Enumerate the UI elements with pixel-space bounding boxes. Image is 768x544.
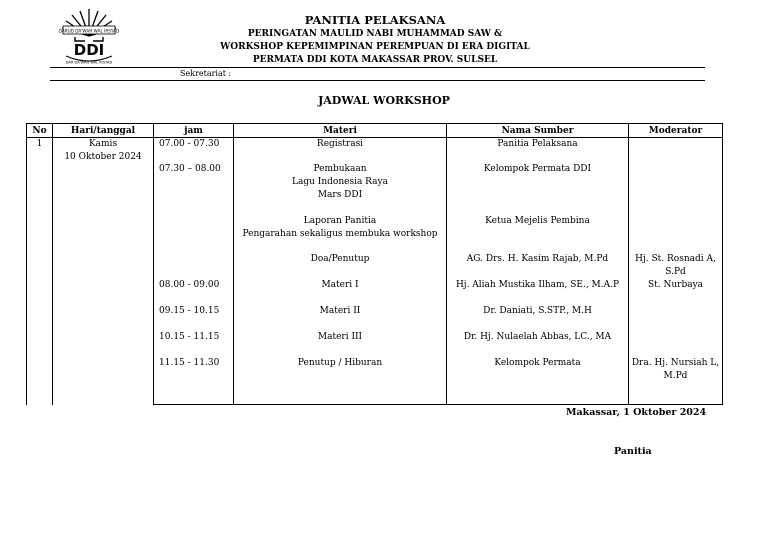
logo-bottom-text: DAR DA'WAH WAL IRSYAD [65,60,113,65]
material-line: Laporan Panitia [303,215,377,226]
header-moderator: Moderator [629,124,723,138]
time-cell: 07.00 - 07.30 [154,138,234,163]
header-line-1: PERINGATAN MAULID NABI MUHAMMAD SAW & [247,29,503,39]
speaker-cell: Dr. Hj. Nulaelah Abbas, LC., MA [447,331,629,357]
ddi-logo [58,6,120,66]
header-material: Materi [234,124,447,138]
row-number: 1 [27,138,53,405]
moderator-cell: Hj. St. Rosnadi A, S.Pd [629,253,723,279]
material-line: Pengarahan sekaligus membuka workshop [242,228,438,239]
material-cell [234,279,447,305]
empty-cell [629,383,723,405]
table-row [27,138,723,163]
moderator-cell: Dra. Hj. Nursiah L, M.Pd [629,357,723,383]
secretariat-label: Sekretariat : [180,69,232,78]
header-line-3: PERMATA DDI KOTA MAKASSAR PROV. SULSEL [252,55,498,65]
place-date: Makassar, 1 Oktober 2024 [566,407,707,418]
table-header-row [27,124,723,138]
material-line: Doa/Penutup [310,253,370,264]
material-line: Pembukaan [313,163,367,174]
material-cell [234,357,447,383]
speaker-cell: Kelompok Permata [447,357,629,383]
moderator-cell: St. Nurbaya [629,279,723,305]
moderator-cell [629,331,723,357]
signature-label: Panitia [614,446,652,457]
document-title: JADWAL WORKSHOP [318,94,450,107]
header-day-date: Hari/tanggal [53,124,154,138]
header-time: jam [154,124,234,138]
material-line: Mars DDI [317,189,363,200]
moderator-cell [629,305,723,331]
speaker-cell: Panitia Pelaksana [447,138,629,163]
material-line: Penutup / Hiburan [297,357,383,368]
material-cell [234,253,447,279]
material-cell [234,163,447,215]
speaker-cell: Hj. Aliah Mustika Ilham, SE., M.A.P [447,279,629,305]
speaker-cell: Kelompok Permata DDI [447,163,629,215]
header-line-2: WORKSHOP KEPEMIMPINAN PEREMPUAN DI ERA DIGITAL [220,42,530,52]
material-cell [234,305,447,331]
time-cell: 08.00 - 09.00 [154,279,234,305]
committee-title: PANITIA PELAKSANA [304,13,446,27]
material-line: Materi II [319,305,361,316]
moderator-cell [629,138,723,163]
speaker-cell: Ketua Mejelis Pembina [447,215,629,253]
time-cell: 10.15 - 11.15 [154,331,234,357]
material-cell [234,331,447,357]
header-divider-bottom [50,80,705,81]
speaker-cell: AG. Drs. H. Kasim Rajab, M.Pd [447,253,629,279]
material-cell [234,215,447,253]
material-line: Lagu Indonesia Raya [292,176,388,187]
event-date: 10 Oktober 2024 [64,152,142,162]
day-name: Kamis [88,139,118,149]
empty-cell [154,383,234,405]
time-cell [154,253,234,279]
material-line: Materi I [321,279,359,290]
time-cell: 07.30 – 08.00 [154,163,234,215]
empty-cell [234,383,447,405]
logo-top-text: DARUD DA'WAH WAL IRSYAD [58,28,120,34]
speaker-cell: Dr. Daniati, S.STP., M.H [447,305,629,331]
material-cell [234,138,447,163]
empty-cell [447,383,629,405]
moderator-cell [629,163,723,215]
material-line: Materi III [317,331,363,342]
time-cell: 11.15 - 11.30 [154,357,234,383]
day-date-cell [53,138,154,405]
moderator-cell [629,215,723,253]
schedule-table [26,123,723,405]
material-line: Registrasi [316,139,364,149]
header-no: No [27,124,53,138]
logo-ddi-text: DDI [73,41,105,59]
header-speaker: Nama Sumber [447,124,629,138]
time-cell: 09.15 - 10.15 [154,305,234,331]
header-divider [50,67,705,68]
time-cell [154,215,234,253]
